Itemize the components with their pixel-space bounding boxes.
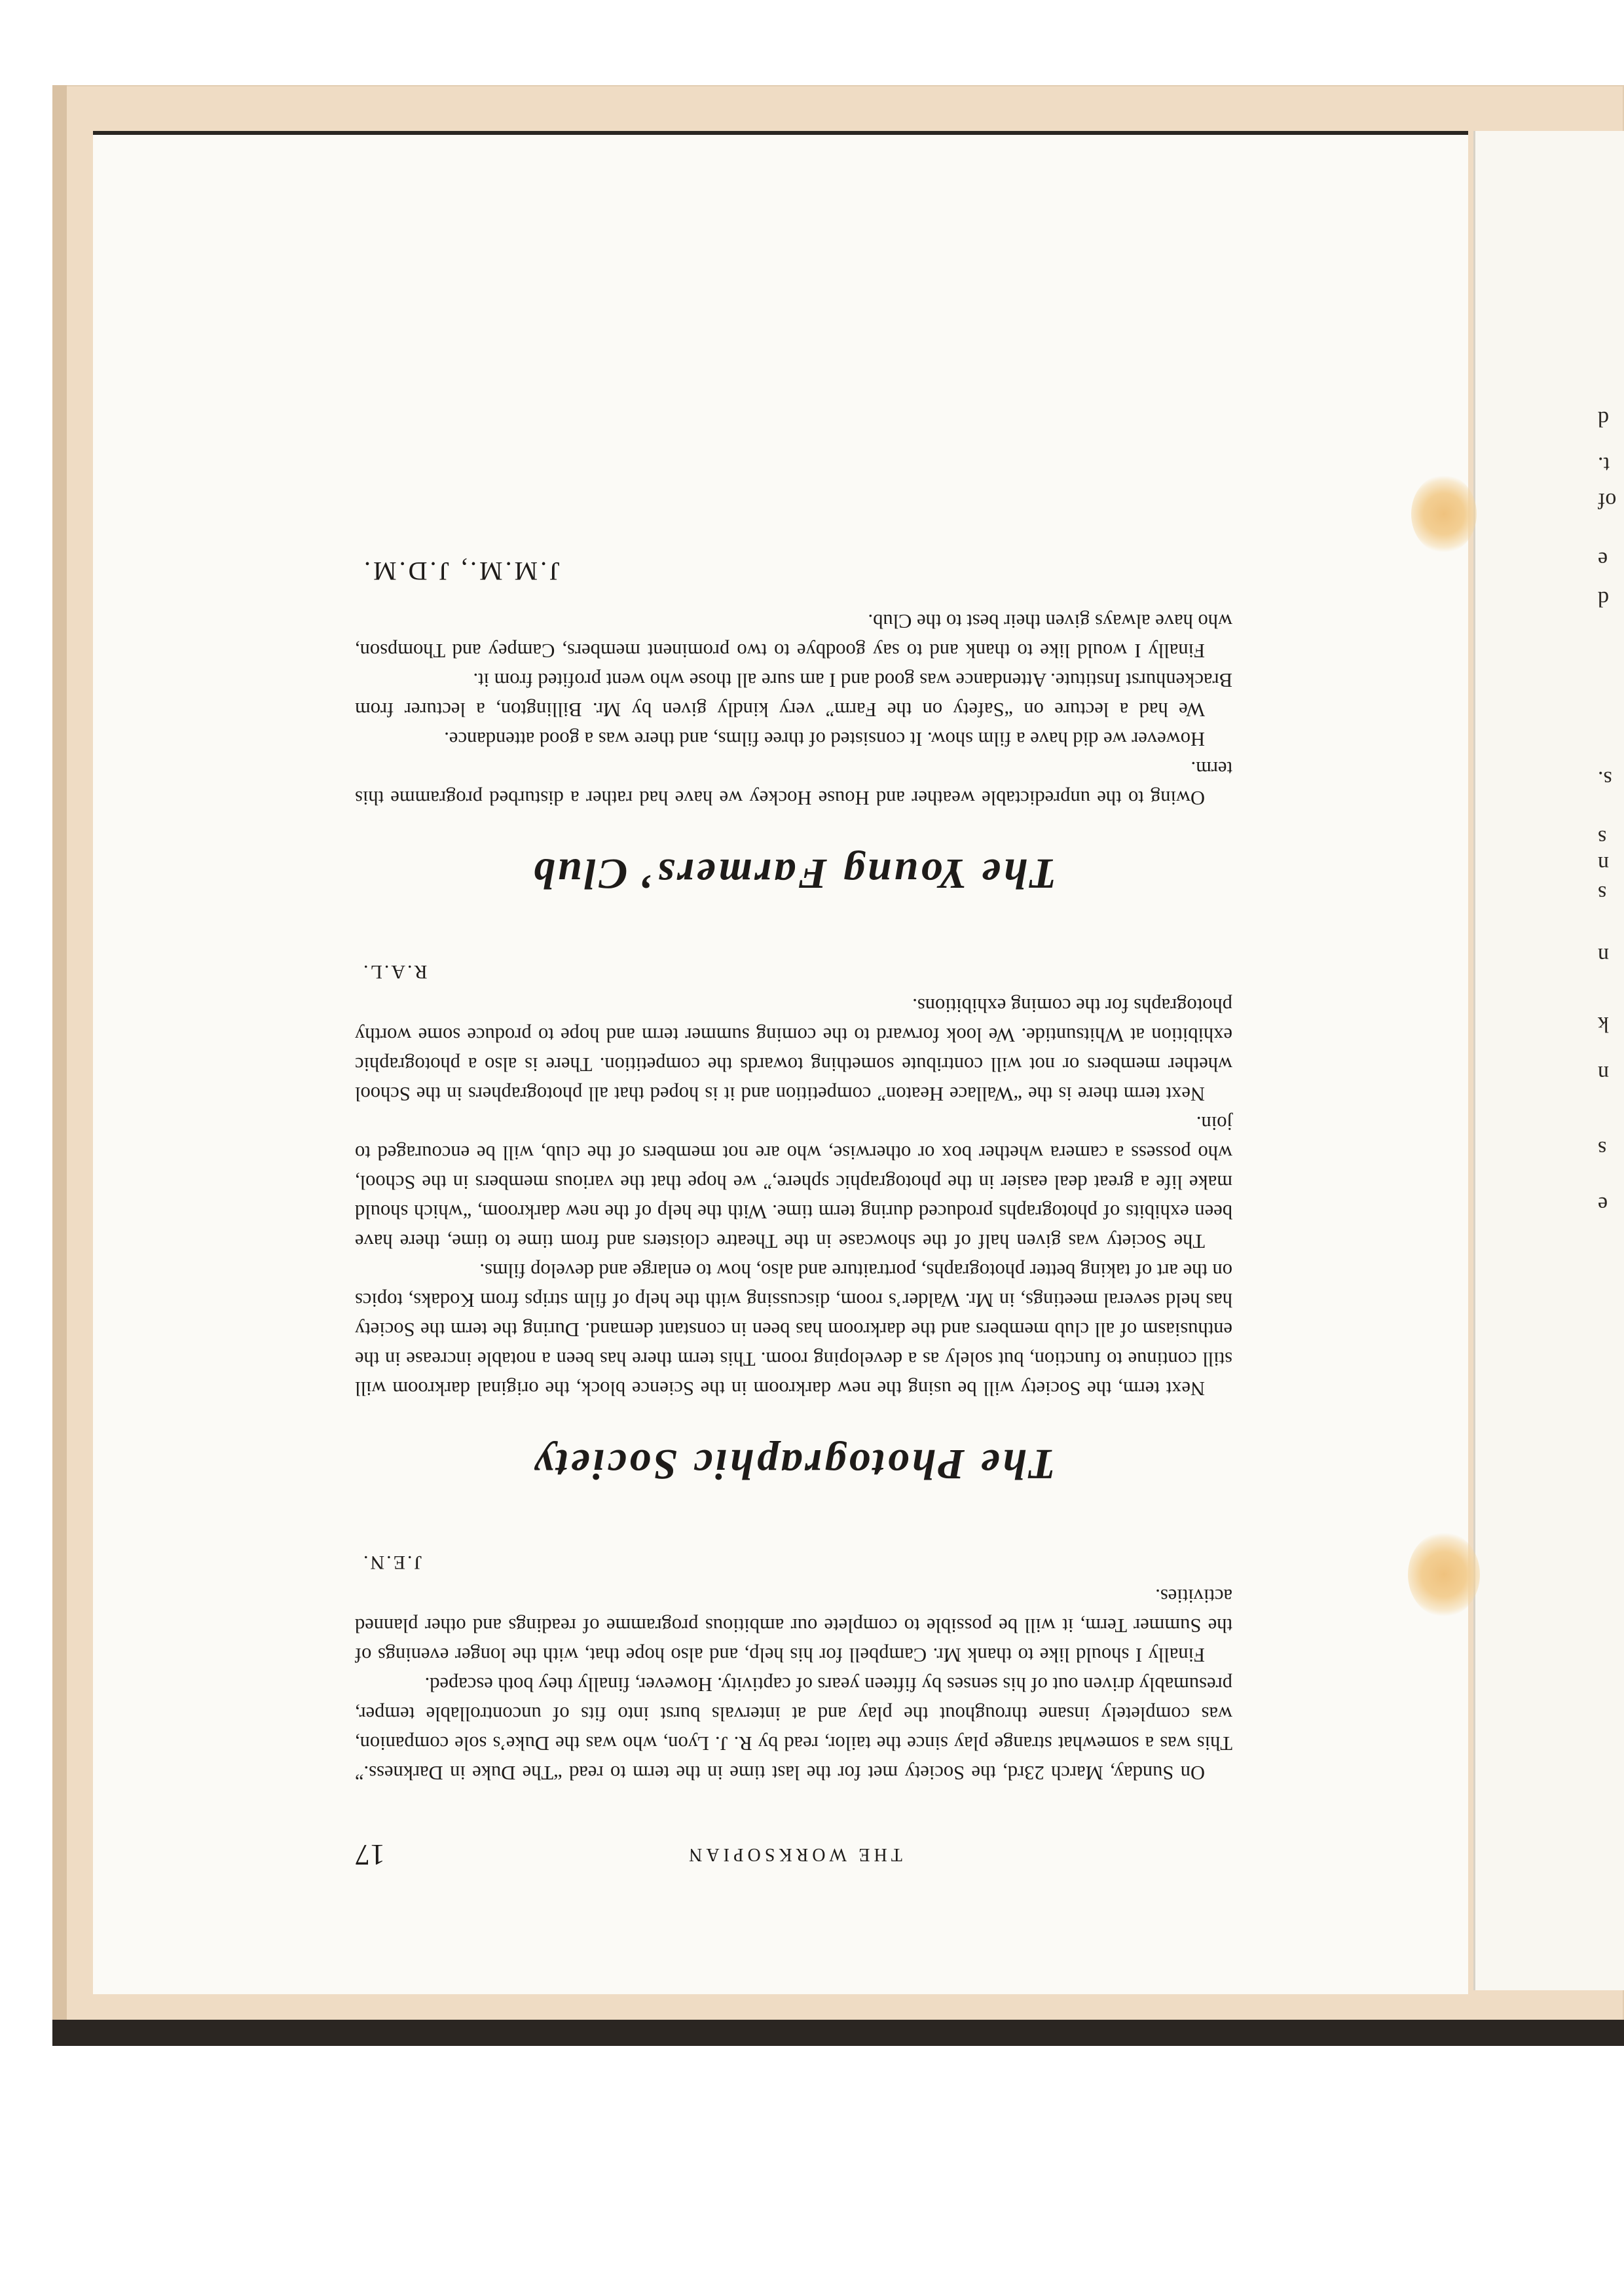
paragraph: Finally I should like to thank Mr. Campbell for his help, and also hope that, with the longer evenings of the Summer Term, it will be possible to complete our ambitious programme of readings and other planned activities. [355,1585,1232,1666]
paragraph: We had a lecture on “Safety on the Farm” very kindly given by Mr. Billington, a lecturer from Brackenhurst Institute. Attendance was good and I am sure all those who went profited from it. [355,669,1232,721]
edge-letter: k [1598,1012,1609,1036]
edge-letter: of [1598,488,1617,513]
edge-letter: s [1598,1137,1607,1161]
paragraph: Next term there is the “Wallace Heaton” competition and it is hoped that all photographers in the School whether members or not will contribute something towards the competition. There is also a photographic exhibition at Whitsuntide. We look forward to the coming summer term and hope to produce some worthy photographs for the coming exhibitions. [355,994,1232,1105]
paragraph: However we did have a film show. It consisted of three films, and there was a good attendance. [444,728,1205,750]
section-heading: The Young Farmers’ Club [530,850,1057,898]
edge-letter: n [1598,1061,1609,1085]
edge-letter: n [1598,943,1609,968]
page-text-rotated [93,131,1468,1990]
edge-letter: d [1598,407,1609,431]
signature: J.M.M., J.D.M. [361,556,560,586]
edge-letter: s [1598,881,1607,905]
edge-letter: n [1598,852,1609,876]
section-young-farmers-club [355,556,1232,898]
signature: R.A.L. [361,961,428,983]
edge-letter: e [1598,1192,1608,1216]
edge-letter: t. [1598,452,1610,477]
page-number: 17 [355,1838,385,1872]
section-heading: The Photographic Society [532,1440,1056,1488]
paragraph: Finally I would like to thank and to say goodbye to two prominent members, Campey and Thompson, who have always given their best to the Club. [355,610,1232,662]
paragraph: Owing to the unpredictable weather and House Hockey we have had rather a disturbed programme this term. [355,757,1232,809]
edge-letter: s. [1598,767,1612,791]
section-intro [355,1551,1232,1787]
cover-bottom-edge [52,2020,1624,2046]
paragraph: The Society was given half of the showcase in the Theatre cloisters and from time to time, there have been exhibits of photographs produced during term time. With the help of the new darkroom, “which should make life a great deal easier in the photographic sphere,” we hope that the various members in the School, who possess a camera whether box or otherwise, who are not members of the club, will be encouraged to join. [355,1112,1232,1252]
cover-left-edge [52,85,67,2043]
edge-letter: d [1598,587,1609,611]
right-page-edge-text [1598,0,1624,2296]
paragraph: Next term, the Society will be using the new darkroom in the Science block, the original darkroom will still continue to function, but solely as a developing room. This term there has been a notable increase in the enthusiasm of all club members and the darkroom has been in constant demand. During the term the Society has held several meetings, in Mr. Walder’s room, discussing with the help of film strips from Kodaks, topics on the art of taking better photographs, portraiture and also, how to enlarge and develop films. [355,1260,1232,1400]
page-content [355,556,1232,1872]
section-photographic-society [355,960,1232,1489]
signature: J.E.N. [361,1552,422,1573]
running-head [355,1833,1232,1872]
running-head-title: THE WORKSOPIAN [685,1844,902,1865]
edge-letter: s [1598,826,1607,850]
edge-letter: e [1598,547,1608,572]
paragraph: On Sunday, March 23rd, the Society met for the last time in the term to read “The Duke in Darkness.” This was a somewhat strange play since the tailor, read by R. J. Lyon, who was the Duke’s sole companion, was completely insane throughout the play and at intervals burst into fits of uncontrollable temper, presumably driven out of his senses by fifteen years of captivity. However, finally they both escaped. [355,1673,1232,1784]
